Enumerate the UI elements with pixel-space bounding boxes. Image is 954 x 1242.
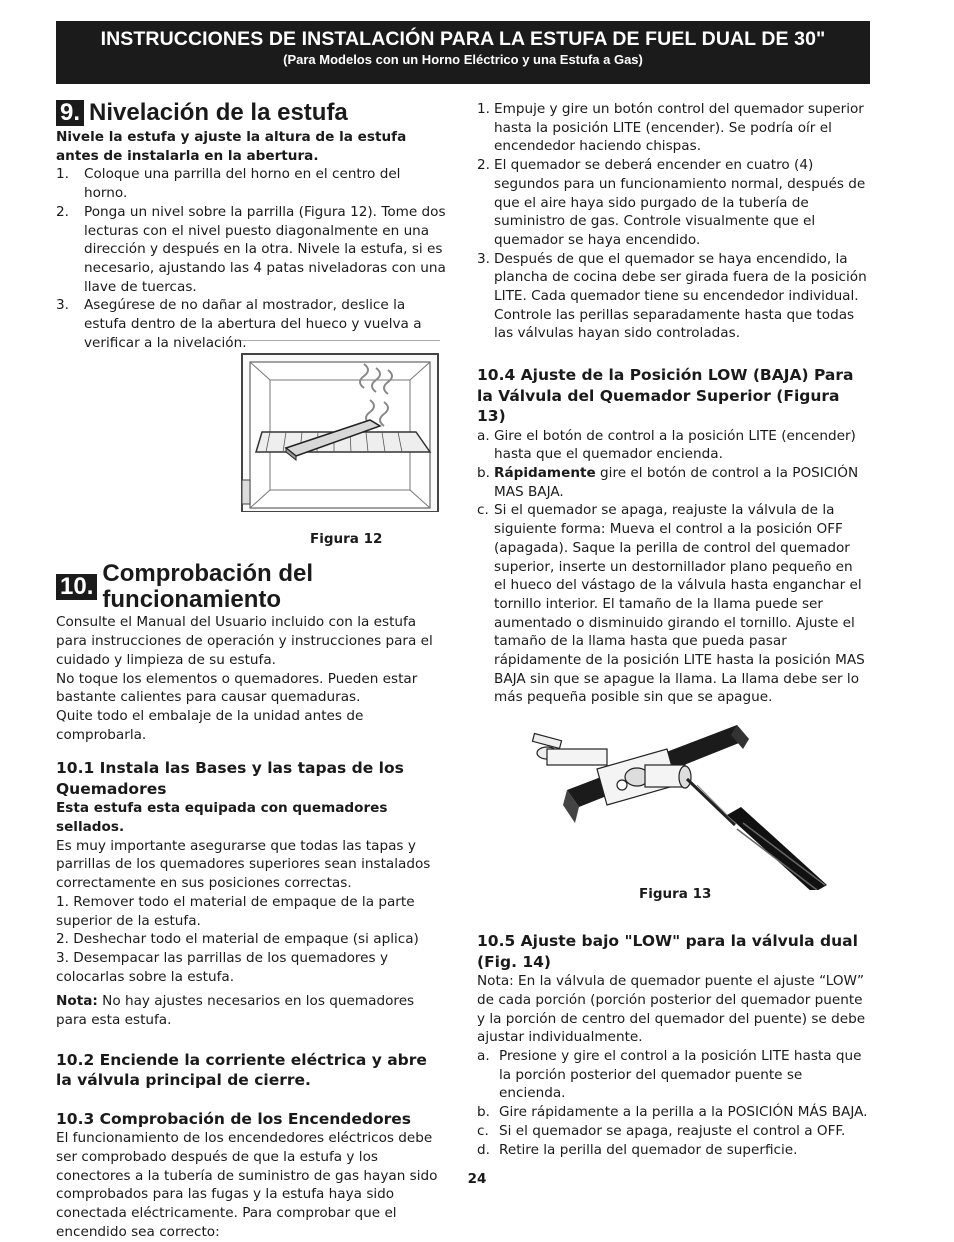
section-10-heading [56, 561, 448, 613]
section-title: Nivelación de la estufa [89, 99, 348, 126]
subsection-intro: Esta estufa esta equipada con quemadores sellados. [56, 800, 388, 836]
subsection-title: 10.5 Ajuste bajo "LOW" para la válvula dual (Fig. 14) [477, 932, 858, 971]
paragraph: No toque los elementos o quemadores. Pueden estar bastante calientes para causar quemaduras. [56, 670, 418, 706]
list-item: b. Gire rápidamente a la perilla a la POSICIÓN MÁS BAJA. [477, 1104, 868, 1121]
list-item: 1. Empuje y gire un botón control del quemador superior hasta la posición LITE (encender). Se podría oír el encendedor haciendo chispas. [477, 101, 864, 155]
list-item: 1. Coloque una parrilla del horno en el centro del horno. [56, 166, 401, 202]
header-subtitle: (Para Modelos con un Horno Eléctrico y una Estufa a Gas) [283, 52, 643, 67]
section-9-heading [56, 100, 448, 126]
valve-screwdriver-illustration [527, 725, 827, 890]
subsection-title: 10.2 Enciende la corriente eléctrica y abre la válvula principal de cierre. [56, 1050, 427, 1090]
list-item: d. Retire la perilla del quemador de superficie. [477, 1141, 798, 1158]
paragraph: 3. Desempacar las parrillas de los quemadores y colocarlas sobre la estufa. [56, 949, 388, 985]
list-item: c. Si el quemador se apaga, reajuste la válvula de la siguiente forma: Mueva el control a la posición OFF (apagada). Saque la perilla de control del quemador superior, inserte un destornillador plano pequeño en el hueco del vástago de la válvula hasta enganchar el tornillo interior. El tamaño de la llama puede ser aumentado o disminuido girando el tornillo. Ajuste el tamaño de la llama hasta que pueda pasar rápidamente de la posición LITE hasta la posición MAS BAJA sin que se apague la llama. La llama debe ser lo más pequeña posible sin que se apague. [477, 502, 865, 706]
paragraph: Quite todo el embalaje de la unidad antes de comprobarla. [56, 707, 364, 743]
section-title: Comprobación del funcionamiento [102, 560, 314, 614]
figure-13-caption: Figura 13 [639, 886, 712, 903]
figure-12 [56, 352, 448, 548]
paragraph: El funcionamiento de los encendedores eléctricos debe ser comprobado después de que la estufa y los conectores a la tubería de suministro de gas hayan sido comprobados para las fugas y la estufa haya sido conectada eléctricamente. Para comprobar que el encendido sea correcto: [56, 1130, 438, 1240]
subsection-title: 10.1 Instala las Bases y las tapas de los Quemadores [56, 759, 404, 798]
page-number: 24 [467, 1171, 487, 1187]
paragraph: Consulte el Manual del Usuario incluido con la estufa para instrucciones de operación y instrucciones para el cuidado y limpieza de su estufa. [56, 614, 433, 668]
right-column [477, 100, 869, 1159]
header-title: INSTRUCCIONES DE INSTALACIÓN PARA LA ESTUFA DE FUEL DUAL DE 30" [100, 28, 826, 50]
paragraph: 2. Deshechar todo el material de empaque (si aplica) [56, 931, 419, 948]
list-item: b. Rápidamente gire el botón de control a la POSICIÓN MAS BAJA. [477, 465, 859, 500]
list-item: 3. Asegúrese de no dañar al mostrador, deslice la estufa dentro de la abertura del hueco y vuelva a verificar a la nivelación. [56, 297, 422, 351]
section-number: 9. [56, 100, 84, 126]
paragraph: Es muy importante asegurarse que todas las tapas y parrillas de los quemadores superiores sean instalados correctamente en sus posiciones correctas. [56, 837, 431, 892]
subsection-title: 10.4 Ajuste de la Posición LOW (BAJA) Para la Válvula del Quemador Superior (Figura 13) [477, 366, 854, 426]
paragraph: Nota: En la válvula de quemador puente el ajuste “LOW” de cada porción (porción posterior del quemador puente y la porción de centro del quemador del puente) se debe ajustar individualmente. [477, 973, 866, 1046]
list-item: 2. El quemador se deberá encender en cuatro (4) segundos para un funcionamiento normal, después de que el aire haya sido purgado de la tubería de suministro de gas. Controle visualmente que el quemador se haya encendido. [477, 157, 866, 248]
oven-rack-illustration [240, 340, 440, 512]
left-column [56, 100, 448, 1242]
list-item: 2. Ponga un nivel sobre la parrilla (Figura 12). Tome dos lecturas con el nivel puesto diagonalmente en una dirección y después en la otra. Nivele la estufa, si es necesario, ajustando las 4 patas niveladoras con una llave de tuercas. [56, 203, 446, 295]
list-item: a. Presione y gire el control a la posición LITE hasta que la porción posterior del quemador puente se encienda. [477, 1048, 862, 1102]
list-item: a. Gire el botón de control a la posición LITE (encender) hasta que el quemador encienda. [477, 427, 856, 463]
list-item: 3. Después de que el quemador se haya encendido, la plancha de cocina debe ser girada fuera de la posición LITE. Cada quemador tiene su encendedor individual. Controle las perillas separadamente hasta que todas las válvulas hayan sido controladas. [477, 250, 867, 342]
section-number: 10. [56, 574, 97, 600]
figure-13 [477, 707, 869, 907]
page-header [56, 21, 870, 84]
note: Nota: No hay ajustes necesarios en los quemadores para esta estufa. [56, 993, 415, 1029]
subsection-title: 10.3 Comprobación de los Encendedores [56, 1109, 412, 1128]
figure-12-caption: Figura 12 [310, 531, 383, 548]
list-item: c. Si el quemador se apaga, reajuste el control a OFF. [477, 1122, 846, 1139]
section-intro: Nivele la estufa y ajuste la altura de la estufa antes de instalarla en la abertura. [56, 129, 407, 164]
paragraph: 1. Remover todo el material de empaque de la parte superior de la estufa. [56, 893, 415, 929]
